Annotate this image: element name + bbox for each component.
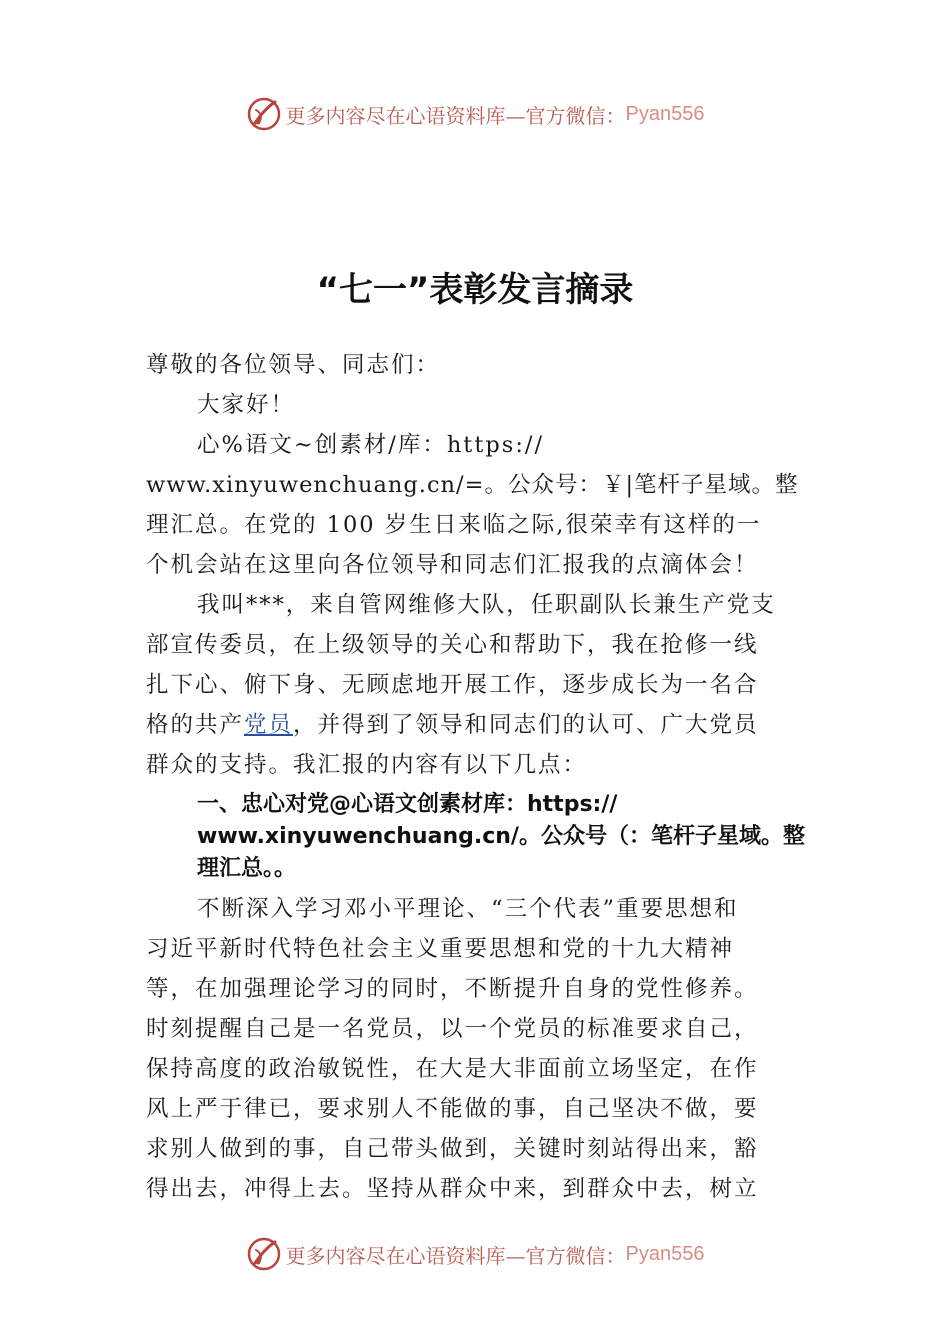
- paragraph-line: [146, 705, 796, 745]
- paragraph-3: [146, 889, 796, 1209]
- paragraph-line: 风上严于律已，要求别人不能做的事，自己坚决不做，要: [146, 1096, 759, 1122]
- paragraph-line: 不断深入学习邓小平理论、“三个代表”重要思想和: [197, 896, 739, 922]
- paragraph-2: [146, 585, 796, 785]
- banner-wechat-id: Pyan556: [625, 102, 705, 125]
- document-title: “七一”表彰发言摘录: [316, 270, 634, 310]
- paragraph-line: www.xinyuwenchuang.cn/=。公众号：￥|笔杆子星域。整: [146, 472, 799, 498]
- banner-wechat-id: Pyan556: [625, 1242, 705, 1265]
- paragraph-line: 我叫***，来自管网维修大队，任职副队长兼生产党支: [197, 592, 776, 618]
- header-watermark-banner: [0, 92, 950, 136]
- paragraph-1: [146, 425, 799, 585]
- paragraph-text: 格的共产: [146, 712, 245, 738]
- paragraph-line: 群众的支持。我汇报的内容有以下几点：: [146, 752, 588, 778]
- heading-line: 一、忠心对党@心语文创素材库：https://: [197, 792, 618, 817]
- brush-logo-icon: [246, 96, 282, 132]
- greeting-line: 大家好！: [197, 392, 296, 418]
- paragraph-line: 理汇总。在党的 100 岁生日来临之际,很荣幸有这样的一: [146, 512, 762, 538]
- paragraph-line: 心%语文~创素材/库：https://: [197, 432, 545, 458]
- section-heading-1: [146, 789, 805, 885]
- paragraph-line: 扎下心、俯下身、无顾虑地开展工作，逐步成长为一名合: [146, 672, 759, 698]
- paragraph-line: 部宣传委员，在上级领导的关心和帮助下，我在抢修一线: [146, 632, 759, 658]
- paragraph-line: 保持高度的政治敏锐性，在大是大非面前立场坚定，在作: [146, 1056, 759, 1082]
- paragraph-line: 习近平新时代特色社会主义重要思想和党的十九大精神: [146, 936, 735, 962]
- paragraph-line: 得出去，冲得上去。坚持从群众中来，到群众中去，树立: [146, 1176, 759, 1202]
- document-body: [146, 345, 805, 1209]
- heading-line: 理汇总。。: [197, 856, 297, 881]
- heading-line: www.xinyuwenchuang.cn/。公众号（：笔杆子星域。整: [197, 824, 805, 849]
- party-member-link[interactable]: 党员: [244, 712, 294, 738]
- banner-prefix-text: 更多内容尽在心语资料库—官方微信：: [285, 1243, 626, 1268]
- paragraph-text: ，并得到了领导和同志们的认可、广大党员: [293, 712, 759, 738]
- brush-logo-icon: [246, 1236, 282, 1272]
- banner-prefix-text: 更多内容尽在心语资料库—官方微信：: [285, 103, 626, 128]
- paragraph-line: 时刻提醒自己是一名党员，以一个党员的标准要求自己，: [146, 1016, 759, 1042]
- paragraph-line: 个机会站在这里向各位领导和同志们汇报我的点滴体会！: [146, 552, 759, 578]
- salutation-line: 尊敬的各位领导、同志们：: [146, 352, 441, 378]
- paragraph-line: 求别人做到的事，自己带头做到，关键时刻站得出来，豁: [146, 1136, 759, 1162]
- footer-watermark-banner: [0, 1232, 950, 1276]
- paragraph-line: 等，在加强理论学习的同时，不断提升自身的党性修养。: [146, 976, 759, 1002]
